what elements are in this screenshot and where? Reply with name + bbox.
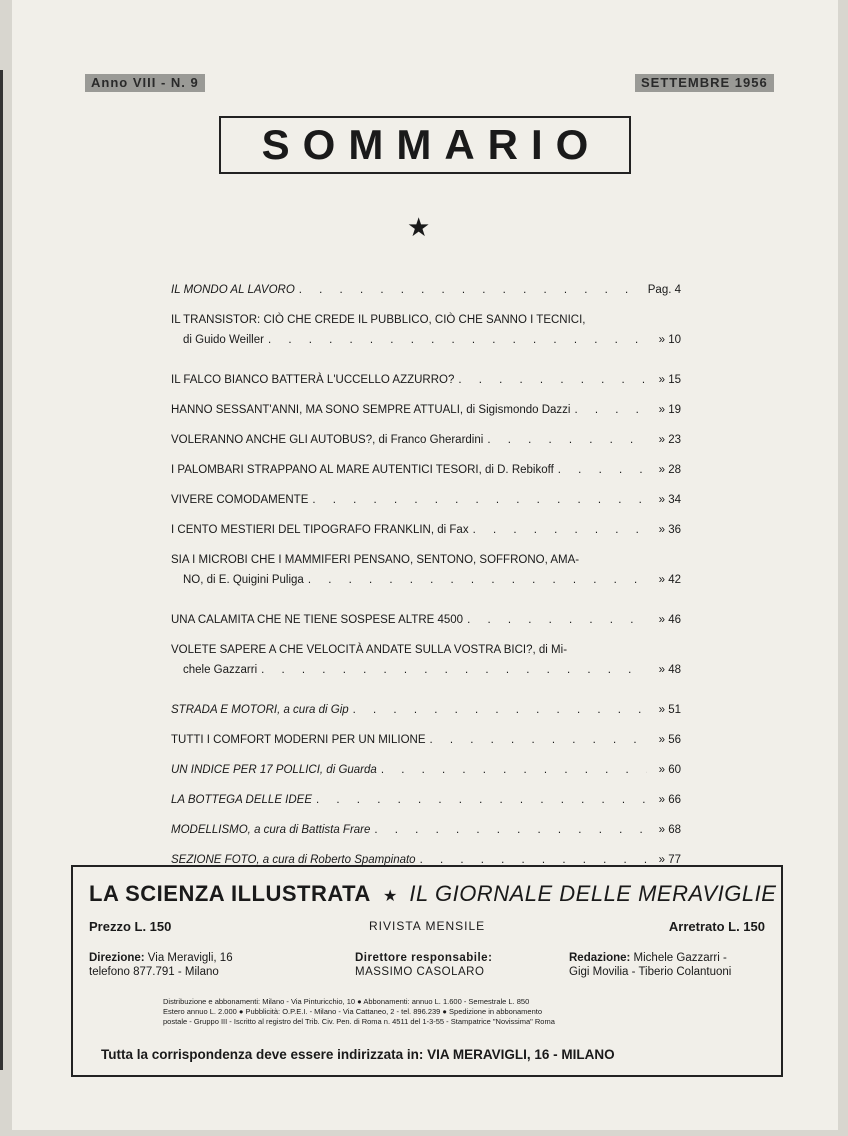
toc-page-number: » 60 (658, 764, 681, 776)
correspondence-address: Tutta la corrispondenza deve essere indirizzata in: VIA MERAVIGLI, 16 - MILANO (101, 1047, 615, 1062)
toc-entry-title: VOLETE SAPERE A CHE VELOCITÀ ANDATE SULLA VOSTRA BICI?, di Mi- (171, 644, 568, 656)
dot-leader (261, 664, 647, 676)
toc-entry-title: STRADA E MOTORI, a cura di Gip (171, 704, 349, 716)
toc-entry-line2 (171, 574, 681, 586)
toc-entry-author: chele Gazzarri (183, 664, 258, 676)
toc-entry-title: UN INDICE PER 17 POLLICI, di Guarda (171, 764, 377, 776)
toc-entry-title: VOLERANNO ANCHE GLI AUTOBUS?, di Franco Gherardini (171, 434, 484, 446)
dot-leader (430, 734, 648, 746)
toc-entry (171, 434, 681, 464)
dot-leader (308, 574, 647, 586)
details-line-2: Estero annuo L. 2.000 ● Pubblicità: O.P.E.I. - Milano - Via Cattaneo, 2 - tel. 896.239 ● Spedizione in abbonamento (163, 1007, 543, 1016)
toc-entry (171, 314, 681, 374)
toc-entry-author: di Guido Weiller (183, 334, 264, 346)
dot-leader (316, 794, 647, 806)
publication-details (163, 997, 723, 1027)
toc-page-number: Pag. 4 (647, 284, 681, 296)
toc-page-number: » 28 (658, 464, 681, 476)
title-box (219, 116, 631, 174)
toc-entry-title: IL MONDO AL LAVORO (171, 284, 295, 296)
toc-page-number: » 10 (658, 334, 681, 346)
direttore-block (355, 951, 492, 979)
toc-entry (171, 464, 681, 494)
dot-leader (574, 404, 647, 416)
toc-entry-author: NO, di E. Quigini Puliga (183, 574, 304, 586)
direttore-name: MASSIMO CASOLARO (355, 966, 485, 978)
page-edge (0, 70, 3, 1070)
masthead-box (71, 865, 783, 1077)
toc-entry-title: LA BOTTEGA DELLE IDEE (171, 794, 313, 806)
toc-entry-title: SEZIONE FOTO, a cura di Roberto Spampinato (171, 854, 416, 866)
toc-entry-title: UNA CALAMITA CHE NE TIENE SOSPESE ALTRE 4500 (171, 614, 464, 626)
magazine-name: LA SCIENZA ILLUSTRATA (89, 881, 371, 906)
toc-page-number: » 46 (658, 614, 681, 626)
toc-page-number: » 34 (658, 494, 681, 506)
toc-page-number: » 68 (658, 824, 681, 836)
toc-entry (171, 734, 681, 764)
toc-entry (171, 554, 681, 614)
toc-entry-title: SIA I MICROBI CHE I MAMMIFERI PENSANO, SENTONO, SOFFRONO, AMA- (171, 554, 580, 566)
toc-entry (171, 284, 681, 314)
toc-page-number: » 66 (658, 794, 681, 806)
toc-page-number: » 23 (658, 434, 681, 446)
direzione-block (89, 951, 233, 979)
issue-badge: Anno VIII - N. 9 (85, 74, 205, 92)
dot-leader (299, 284, 644, 296)
toc-entry-line2 (171, 334, 681, 346)
toc-entry-title: IL TRANSISTOR: CIÒ CHE CREDE IL PUBBLICO, CIÒ CHE SANNO I TECNICI, (171, 314, 586, 326)
direttore-label: Direttore responsabile: (355, 952, 493, 964)
back-issue-price: Arretrato L. 150 (668, 919, 765, 934)
redazione-label: Redazione: (569, 952, 631, 964)
monthly-label: RIVISTA MENSILE (369, 919, 486, 933)
toc-entry (171, 524, 681, 554)
star-icon: ★ (382, 888, 398, 905)
redazione-block (569, 951, 731, 979)
telefono: telefono 877.791 - Milano (89, 966, 219, 978)
toc-page-number: » 56 (658, 734, 681, 746)
toc-entry (171, 704, 681, 734)
page-title: SOMMARIO (261, 121, 602, 168)
dot-leader (268, 334, 647, 346)
dot-leader (458, 374, 647, 386)
redazione-names-2: Gigi Movilia - Tiberio Colantuoni (569, 966, 732, 978)
toc-page-number: » 42 (658, 574, 681, 586)
toc-page-number: » 77 (658, 854, 681, 866)
toc-page-number: » 51 (658, 704, 681, 716)
toc-entry (171, 404, 681, 434)
direzione-address: Via Meravigli, 16 (147, 952, 233, 964)
toc-entry (171, 494, 681, 524)
dot-leader (312, 494, 647, 506)
toc-entry-title: MODELLISMO, a cura di Battista Frare (171, 824, 371, 836)
magazine-subtitle: IL GIORNALE DELLE MERAVIGLIE (409, 881, 777, 906)
toc-entry-title: VIVERE COMODAMENTE (171, 494, 309, 506)
direzione-label: Direzione: (89, 952, 145, 964)
price: Prezzo L. 150 (89, 919, 172, 934)
dot-leader (381, 764, 647, 776)
dot-leader (487, 434, 647, 446)
toc-page-number: » 19 (658, 404, 681, 416)
toc-page-number: » 48 (658, 664, 681, 676)
toc-entry-title: HANNO SESSANT'ANNI, MA SONO SEMPRE ATTUALI, di Sigismondo Dazzi (171, 404, 571, 416)
toc-page-number: » 15 (658, 374, 681, 386)
toc-entry-title: IL FALCO BIANCO BATTERÀ L'UCCELLO AZZURRO? (171, 374, 455, 386)
dot-leader (374, 824, 647, 836)
toc-entry (171, 644, 681, 704)
toc-page-number: » 36 (658, 524, 681, 536)
toc-entry (171, 374, 681, 404)
details-line-3: postale - Gruppo III - Iscritto al registro del Trib. Civ. Pen. di Roma n. 4511 del 1-3-55 - Stampatrice "Novissima" Roma (163, 1017, 555, 1026)
toc-entry (171, 824, 681, 854)
dot-leader (467, 614, 647, 626)
masthead-title (89, 881, 776, 907)
toc-entry (171, 764, 681, 794)
redazione-names-1: Michele Gazzarri - (633, 952, 727, 964)
toc-entry-title: I CENTO MESTIERI DEL TIPOGRAFO FRANKLIN, di Fax (171, 524, 469, 536)
dot-leader (473, 524, 647, 536)
star-icon: ★ (407, 212, 431, 242)
toc-entry (171, 614, 681, 644)
toc-entry (171, 794, 681, 824)
toc-entry-line2 (171, 664, 681, 676)
dot-leader (558, 464, 647, 476)
dot-leader (353, 704, 647, 716)
date-badge: SETTEMBRE 1956 (635, 74, 774, 92)
toc-entry-title: TUTTI I COMFORT MODERNI PER UN MILIONE (171, 734, 426, 746)
table-of-contents (171, 284, 681, 884)
toc-entry-title: I PALOMBARI STRAPPANO AL MARE AUTENTICI TESORI, di D. Rebikoff (171, 464, 554, 476)
details-line-1: Distribuzione e abbonamenti: Milano - Via Pinturicchio, 10 ● Abbonamenti: annuo L. 1.600 - Semestrale L. 850 (163, 997, 530, 1006)
